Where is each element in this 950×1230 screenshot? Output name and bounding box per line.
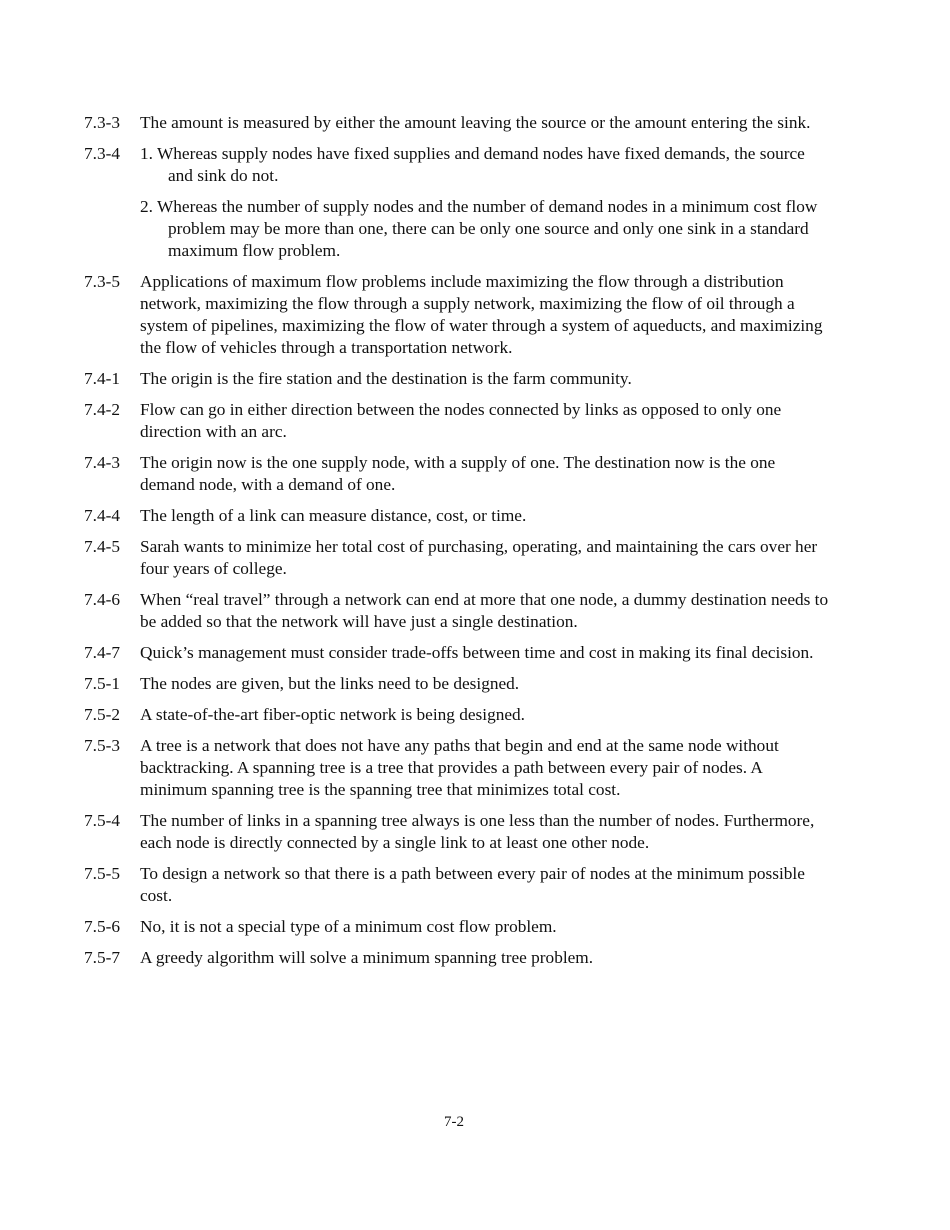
entry-number: 7.4-6 <box>84 590 120 609</box>
entry-text: Flow can go in either direction between the nodes connected by links as opposed to only one direction with an arc. <box>140 400 782 441</box>
entry-text: No, it is not a special type of a minimum cost flow problem. <box>140 917 557 936</box>
answer-entry <box>84 505 829 527</box>
entry-text: A tree is a network that does not have any paths that begin and end at the same node without backtracking. A spanning tree is a tree that provides a path between every pair of nodes. A minimum spanning tree is the spanning tree that minimizes total cost. <box>140 736 779 799</box>
entry-text: The number of links in a spanning tree always is one less than the number of nodes. Furthermore, each node is directly connected by a single link to at least one other node. <box>140 811 815 852</box>
entry-number: 7.3-5 <box>84 272 120 291</box>
entry-number: 7.4-7 <box>84 643 120 662</box>
answer-entry <box>84 452 829 496</box>
entry-number: 7.5-1 <box>84 674 120 693</box>
entry-text: The length of a link can measure distance, cost, or time. <box>140 506 527 525</box>
entry-text: To design a network so that there is a path between every pair of nodes at the minimum possible cost. <box>140 864 805 905</box>
entry-number: 7.5-5 <box>84 864 120 883</box>
answer-entry <box>84 399 829 443</box>
answer-entry <box>84 112 829 134</box>
entry-text: The origin now is the one supply node, with a supply of one. The destination now is the one demand node, with a demand of one. <box>140 453 776 494</box>
answer-entry <box>84 704 829 726</box>
entry-text: The amount is measured by either the amount leaving the source or the amount entering the sink. <box>140 113 811 132</box>
answer-entry <box>84 863 829 907</box>
answer-entry <box>84 589 829 633</box>
entry-number: 7.5-6 <box>84 917 120 936</box>
entry-number: 7.4-1 <box>84 369 120 388</box>
answer-entry <box>84 810 829 854</box>
entry-text: A greedy algorithm will solve a minimum spanning tree problem. <box>140 948 594 967</box>
entry-sublist <box>140 143 829 262</box>
entry-text: Quick’s management must consider trade-offs between time and cost in making its final decision. <box>140 643 814 662</box>
page-number: 7-2 <box>444 1114 464 1130</box>
entry-number: 7.5-7 <box>84 948 120 967</box>
entry-number: 7.4-2 <box>84 400 120 419</box>
answer-entry <box>84 735 829 801</box>
entry-text: The nodes are given, but the links need to be designed. <box>140 674 520 693</box>
entry-text: When “real travel” through a network can end at more that one node, a dummy destination needs to be added so that the network will have just a single destination. <box>140 590 829 631</box>
entry-text: A state-of-the-art fiber-optic network is being designed. <box>140 705 525 724</box>
answer-entry <box>84 673 829 695</box>
entry-number: 7.5-2 <box>84 705 120 724</box>
entry-subitem: 1. Whereas supply nodes have fixed supplies and demand nodes have fixed demands, the source and sink do not. <box>140 144 805 185</box>
entry-number: 7.4-5 <box>84 537 120 556</box>
answer-entry <box>84 368 829 390</box>
answer-entry <box>84 536 829 580</box>
answer-entry <box>84 271 829 359</box>
answer-list <box>84 112 829 978</box>
entry-number: 7.5-4 <box>84 811 120 830</box>
entry-number: 7.5-3 <box>84 736 120 755</box>
answer-entry <box>84 916 829 938</box>
entry-number: 7.3-3 <box>84 113 120 132</box>
entry-text: The origin is the fire station and the destination is the farm community. <box>140 369 632 388</box>
answer-entry <box>84 642 829 664</box>
entry-text: Applications of maximum flow problems include maximizing the flow through a distribution network, maximizing the flow through a supply network, maximizing the flow of oil through a system of pipelines, maximizing the flow of water through a system of aqueducts, and maximizing the flow of vehicles through a transportation network. <box>140 272 823 357</box>
entry-subitem: 2. Whereas the number of supply nodes and the number of demand nodes in a minimum cost flow problem may be more than one, there can be only one source and only one sink in a standard maximum flow problem. <box>140 197 818 260</box>
entry-number: 7.4-4 <box>84 506 120 525</box>
answer-entry <box>84 947 829 969</box>
entry-number: 7.4-3 <box>84 453 120 472</box>
answer-entry <box>84 143 829 262</box>
entry-text: Sarah wants to minimize her total cost of purchasing, operating, and maintaining the cars over her four years of college. <box>140 537 818 578</box>
entry-number: 7.3-4 <box>84 144 120 163</box>
